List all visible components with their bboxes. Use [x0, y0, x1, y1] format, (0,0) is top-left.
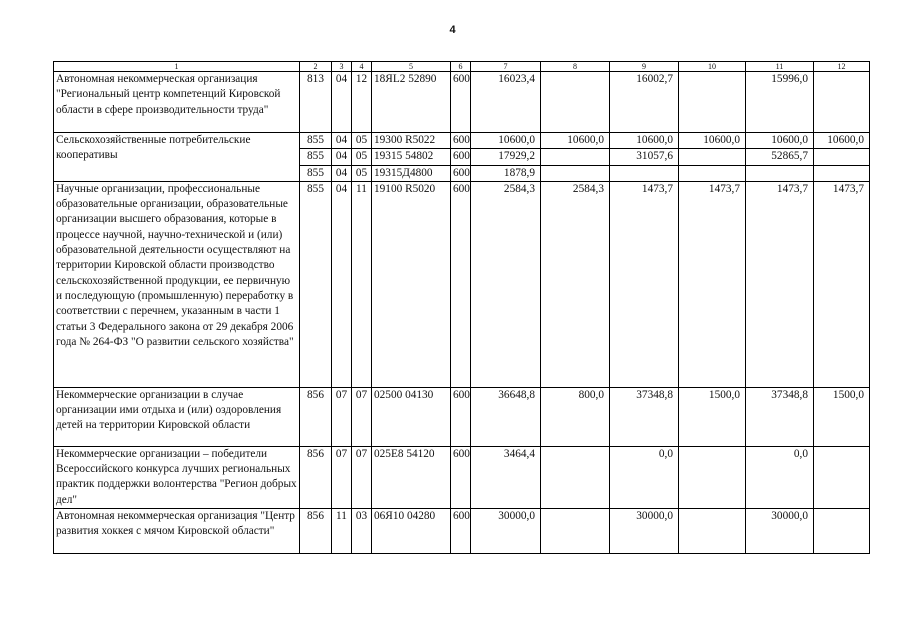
amount-col8	[541, 149, 610, 165]
section-code: 04	[332, 133, 352, 149]
target-article-code: 025Е8 54120	[372, 446, 451, 508]
amount-col8	[541, 72, 610, 133]
organization-name: Автономная некоммерческая организация "Центр развития хоккея с мячом Кировской области"	[54, 509, 300, 554]
ministry-code: 855	[300, 149, 332, 165]
amount-col12	[814, 149, 870, 165]
amount-col7: 36648,8	[471, 387, 541, 446]
amount-col9: 0,0	[610, 446, 679, 508]
amount-col7: 2584,3	[471, 181, 541, 387]
subsection-code: 05	[352, 133, 372, 149]
column-number-row	[54, 62, 870, 72]
amount-col11: 0,0	[746, 446, 814, 508]
subsection-code: 07	[352, 446, 372, 508]
amount-col7: 3464,4	[471, 446, 541, 508]
table-row	[54, 181, 870, 387]
amount-col9: 1473,7	[610, 181, 679, 387]
subsection-code: 05	[352, 165, 372, 181]
target-article-code: 19315 54802	[372, 149, 451, 165]
column-number: 7	[471, 62, 541, 72]
column-number: 9	[610, 62, 679, 72]
amount-col12	[814, 165, 870, 181]
section-code: 07	[332, 387, 352, 446]
amount-col9: 16002,7	[610, 72, 679, 133]
amount-col7: 1878,9	[471, 165, 541, 181]
amount-col11: 37348,8	[746, 387, 814, 446]
amount-col11: 30000,0	[746, 509, 814, 554]
subsection-code: 12	[352, 72, 372, 133]
expense-type-code: 600	[451, 181, 471, 387]
column-number: 11	[746, 62, 814, 72]
column-number: 2	[300, 62, 332, 72]
table-row	[54, 446, 870, 508]
section-code: 04	[332, 165, 352, 181]
table-row	[54, 387, 870, 446]
amount-col9: 10600,0	[610, 133, 679, 149]
subsection-code: 07	[352, 387, 372, 446]
expense-type-code: 600	[451, 149, 471, 165]
subsection-code: 03	[352, 509, 372, 554]
amount-col7: 30000,0	[471, 509, 541, 554]
target-article-code: 19100 R5020	[372, 181, 451, 387]
section-code: 04	[332, 72, 352, 133]
amount-col7: 10600,0	[471, 133, 541, 149]
column-number: 3	[332, 62, 352, 72]
expense-type-code: 600	[451, 133, 471, 149]
column-number: 12	[814, 62, 870, 72]
column-number: 6	[451, 62, 471, 72]
amount-col11	[746, 165, 814, 181]
ministry-code: 856	[300, 387, 332, 446]
ministry-code: 855	[300, 181, 332, 387]
column-number: 8	[541, 62, 610, 72]
amount-col9: 37348,8	[610, 387, 679, 446]
table-row	[54, 133, 870, 149]
column-number: 10	[679, 62, 746, 72]
amount-col12	[814, 446, 870, 508]
amount-col8	[541, 509, 610, 554]
budget-table	[53, 61, 870, 554]
section-code: 04	[332, 181, 352, 387]
amount-col11: 10600,0	[746, 133, 814, 149]
amount-col8	[541, 165, 610, 181]
organization-name: Научные организации, профессиональные образовательные организации, образовательные организации высшего образования, которые в процессе научной, научно-технической и (или) образовательной деятельности осуществляют на территории Кировской области производство сельскохозяйственной продукции, ее первичную и последующую (промышленную) переработку в соответствии с перечнем, указанным в части 1 статьи 3 Федерального закона от 29 декабря 2006 года № 264-ФЗ "О развитии сельского хозяйства"	[54, 181, 300, 387]
expense-type-code: 600	[451, 446, 471, 508]
target-article-code: 19315Д4800	[372, 165, 451, 181]
amount-col12	[814, 509, 870, 554]
amount-col10: 1500,0	[679, 387, 746, 446]
amount-col8: 2584,3	[541, 181, 610, 387]
section-code: 07	[332, 446, 352, 508]
amount-col12: 1473,7	[814, 181, 870, 387]
amount-col10	[679, 165, 746, 181]
amount-col11: 52865,7	[746, 149, 814, 165]
organization-name: Сельскохозяйственные потребительские кооперативы	[54, 133, 300, 182]
amount-col8	[541, 446, 610, 508]
amount-col7: 16023,4	[471, 72, 541, 133]
expense-type-code: 600	[451, 509, 471, 554]
amount-col10	[679, 72, 746, 133]
target-article-code: 06Я10 04280	[372, 509, 451, 554]
amount-col10: 10600,0	[679, 133, 746, 149]
amount-col9: 30000,0	[610, 509, 679, 554]
target-article-code: 19300 R5022	[372, 133, 451, 149]
ministry-code: 855	[300, 165, 332, 181]
column-number: 4	[352, 62, 372, 72]
table-row	[54, 72, 870, 133]
organization-name: Некоммерческие организации – победители Всероссийского конкурса лучших региональных практик поддержки волонтерства "Регион добрых дел"	[54, 446, 300, 508]
subsection-code: 05	[352, 149, 372, 165]
section-code: 04	[332, 149, 352, 165]
expense-type-code: 600	[451, 72, 471, 133]
amount-col9	[610, 165, 679, 181]
expense-type-code: 600	[451, 165, 471, 181]
ministry-code: 856	[300, 446, 332, 508]
ministry-code: 856	[300, 509, 332, 554]
page-number: 4	[449, 24, 456, 36]
amount-col10	[679, 149, 746, 165]
amount-col12	[814, 72, 870, 133]
section-code: 11	[332, 509, 352, 554]
amount-col7: 17929,2	[471, 149, 541, 165]
expense-type-code: 600	[451, 387, 471, 446]
ministry-code: 855	[300, 133, 332, 149]
amount-col8: 10600,0	[541, 133, 610, 149]
table-row	[54, 509, 870, 554]
target-article-code: 18ЯL2 52890	[372, 72, 451, 133]
amount-col12: 1500,0	[814, 387, 870, 446]
amount-col10	[679, 509, 746, 554]
amount-col12: 10600,0	[814, 133, 870, 149]
column-number: 5	[372, 62, 451, 72]
ministry-code: 813	[300, 72, 332, 133]
amount-col8: 800,0	[541, 387, 610, 446]
column-number: 1	[54, 62, 300, 72]
target-article-code: 02500 04130	[372, 387, 451, 446]
organization-name: Автономная некоммерческая организация "Региональный центр компетенций Кировской области в сфере производительности труда"	[54, 72, 300, 133]
subsection-code: 11	[352, 181, 372, 387]
organization-name: Некоммерческие организации в случае организации ими отдыха и (или) оздоровления детей на территории Кировской области	[54, 387, 300, 446]
amount-col11: 1473,7	[746, 181, 814, 387]
amount-col10: 1473,7	[679, 181, 746, 387]
amount-col9: 31057,6	[610, 149, 679, 165]
amount-col10	[679, 446, 746, 508]
amount-col11: 15996,0	[746, 72, 814, 133]
